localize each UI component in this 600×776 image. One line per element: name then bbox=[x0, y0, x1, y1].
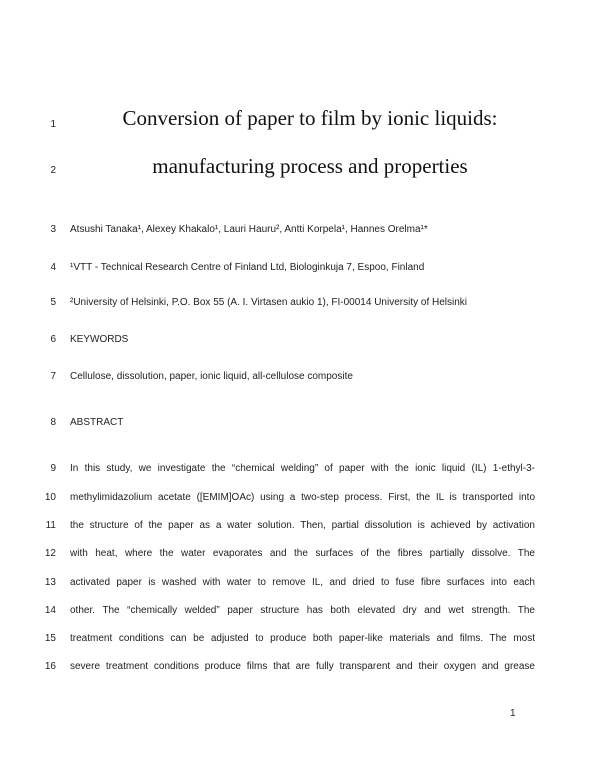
abstract-line: In this study, we investigate the “chemical welding” of paper with the ionic liquid (IL) 1-ethyl-3- bbox=[70, 463, 535, 474]
line-number: 11 bbox=[45, 520, 56, 531]
line-number: 1 bbox=[50, 119, 56, 130]
line-number: 10 bbox=[44, 492, 56, 503]
abstract-line: with heat, where the water evaporates and the surfaces of the fibres partially dissolve. The bbox=[70, 548, 535, 559]
line-number: 5 bbox=[50, 297, 56, 308]
abstract-line: other. The “chemically welded” paper structure has both elevated dry and wet strength. The bbox=[70, 605, 535, 616]
abstract-line: the structure of the paper as a water solution. Then, partial dissolution is achieved by activation bbox=[70, 520, 535, 531]
line-number: 16 bbox=[44, 661, 56, 672]
line-number: 4 bbox=[50, 262, 56, 273]
line-number: 13 bbox=[44, 577, 56, 588]
line-number: 14 bbox=[44, 605, 56, 616]
line-number: 2 bbox=[50, 165, 56, 176]
abstract-line: treatment conditions can be adjusted to produce both paper-like materials and films. The most bbox=[70, 633, 535, 644]
paper-title-line-1: Conversion of paper to film by ionic liquids: bbox=[122, 106, 498, 130]
keywords: Cellulose, dissolution, paper, ionic liquid, all-cellulose composite bbox=[70, 371, 353, 382]
page-number: 1 bbox=[510, 708, 516, 719]
abstract-line: activated paper is washed with water to remove IL, and dried to fuse fibre surfaces into each bbox=[70, 577, 535, 588]
authors: Atsushi Tanaka¹, Alexey Khakalo¹, Lauri Hauru², Antti Korpela¹, Hannes Orelma¹* bbox=[70, 224, 428, 235]
paper-title-line-2: manufacturing process and properties bbox=[152, 154, 468, 178]
abstract-heading: ABSTRACT bbox=[70, 417, 124, 428]
line-number: 9 bbox=[50, 463, 56, 474]
line-number: 12 bbox=[44, 548, 56, 559]
line-number: 6 bbox=[50, 334, 56, 345]
abstract-line: severe treatment conditions produce films that are fully transparent and their oxygen and grease bbox=[70, 661, 535, 672]
affiliation-1: ¹VTT - Technical Research Centre of Finland Ltd, Biologinkuja 7, Espoo, Finland bbox=[70, 262, 425, 273]
affiliation-2: ²University of Helsinki, P.O. Box 55 (A. I. Virtasen aukio 1), FI-00014 University of Helsinki bbox=[70, 297, 468, 308]
keywords-heading: KEYWORDS bbox=[70, 334, 129, 345]
line-number: 3 bbox=[50, 224, 56, 235]
abstract-line: methylimidazolium acetate ([EMIM]OAc) using a two-step process. First, the IL is transported into bbox=[70, 492, 535, 503]
line-number: 15 bbox=[44, 633, 56, 644]
line-number: 7 bbox=[50, 371, 56, 382]
line-number: 8 bbox=[50, 417, 56, 428]
